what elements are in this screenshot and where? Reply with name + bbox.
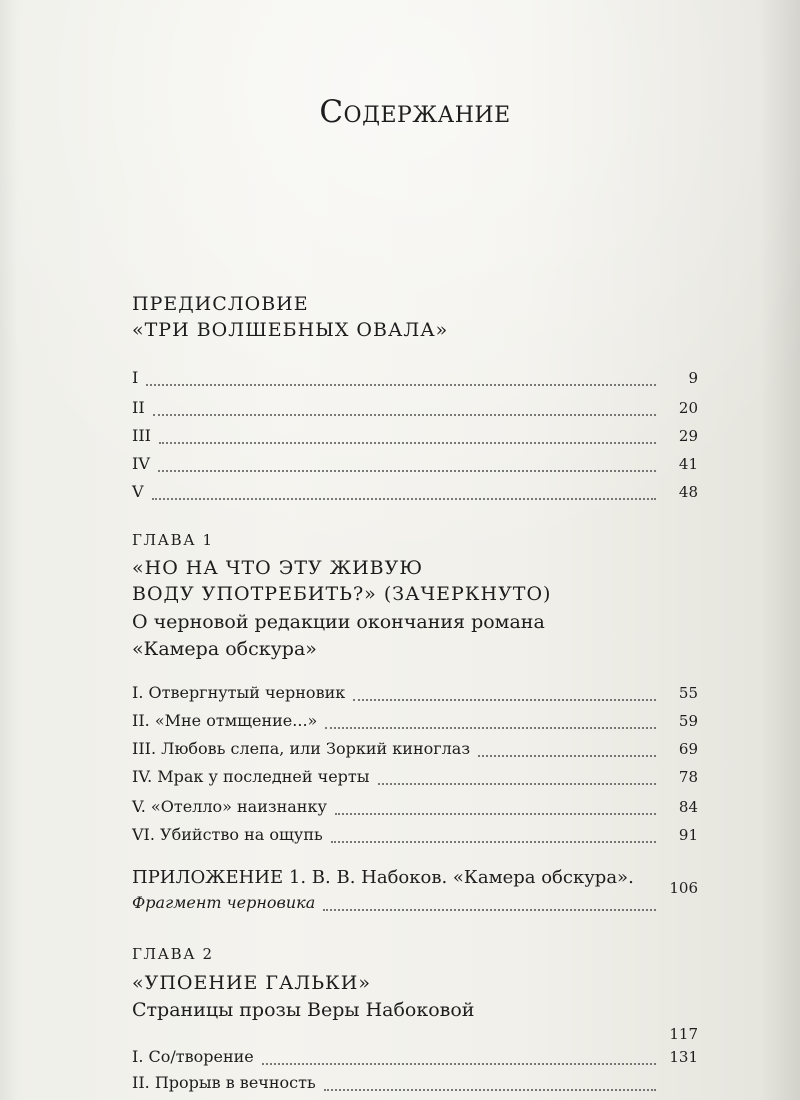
preface-title: «ТРИ ВОЛШЕБНЫХ ОВАЛА» <box>132 319 449 341</box>
contents-column <box>132 0 698 1100</box>
toc-entry-page: 106 <box>669 879 698 897</box>
dot-leader <box>325 726 656 729</box>
toc-entry-page: 131 <box>669 1048 698 1066</box>
toc-entry-label: II. Прорыв в вечность <box>132 1073 316 1092</box>
toc-entry <box>132 1071 698 1095</box>
dot-leader <box>335 812 656 815</box>
dot-leader <box>262 1062 656 1065</box>
toc-entry <box>132 366 698 390</box>
chapter-1-subtitle-line-2: «Камера обскура» <box>132 638 317 660</box>
toc-entry-label: V <box>132 482 144 501</box>
dot-leader <box>331 840 656 843</box>
toc-entry-page: 48 <box>678 483 698 501</box>
dot-leader <box>353 698 656 701</box>
toc-entry-page: 41 <box>678 455 698 473</box>
toc-entry-page: 91 <box>678 826 698 844</box>
toc-entry-label: V. «Отелло» наизнанку <box>132 797 327 816</box>
dot-leader <box>324 1088 656 1091</box>
toc-entry <box>132 1045 698 1069</box>
toc-entry-page: 9 <box>688 369 698 387</box>
dot-leader <box>478 754 656 757</box>
toc-entry-label: VI. Убийство на ощупь <box>132 825 323 844</box>
toc-entry-page: 117 <box>669 1025 698 1043</box>
dot-leader <box>152 497 656 500</box>
toc-entry-page: 78 <box>678 768 698 786</box>
toc-entry-page: 20 <box>678 399 698 417</box>
page-right-shadow <box>760 0 800 1100</box>
page-title: Содержание <box>319 94 511 130</box>
page-left-shadow <box>0 0 18 1100</box>
dot-leader <box>159 441 656 444</box>
chapter-2-title: «УПОЕНИЕ ГАЛЬКИ» <box>132 972 371 994</box>
toc-entry-label: I. Со/творение <box>132 1047 254 1066</box>
toc-entry-page: 59 <box>678 712 698 730</box>
chapter-1-heading <box>132 531 698 662</box>
toc-entry-label: IV. Мрак у последней черты <box>132 767 370 786</box>
toc-entry <box>132 396 698 420</box>
dot-leader <box>153 413 656 416</box>
toc-entry-page: 69 <box>678 740 698 758</box>
dot-leader <box>158 469 656 472</box>
dot-leader <box>378 782 657 785</box>
toc-entry <box>132 681 698 705</box>
preface-label: ПРЕДИСЛОВИЕ <box>132 293 309 315</box>
toc-entry-label: I. Отвергнутый черновик <box>132 683 346 702</box>
chapter-1-title-line-2: ВОДУ УПОТРЕБИТЬ?» (ЗАЧЕРКНУТО) <box>132 583 552 605</box>
toc-entry <box>132 795 698 819</box>
chapter-2-label: ГЛАВА 2 <box>132 945 214 963</box>
chapter-2-subtitle: Страницы прозы Веры Набоковой <box>132 999 475 1021</box>
dot-leader <box>146 383 656 386</box>
toc-entry <box>132 709 698 733</box>
toc-entry-page: 29 <box>678 427 698 445</box>
appendix-1-label: ПРИЛОЖЕНИЕ 1. В. В. Набоков. «Камера обскура». <box>132 867 634 888</box>
toc-entry <box>132 480 698 504</box>
toc-entry <box>132 823 698 847</box>
toc-entry-page: 55 <box>678 684 698 702</box>
toc-entry <box>132 1022 698 1046</box>
toc-entry <box>132 765 698 789</box>
chapter-1-subtitle-line-1: О черновой редакции окончания романа <box>132 611 545 633</box>
chapter-1-title-line-1: «НО НА ЧТО ЭТУ ЖИВУЮ <box>132 557 424 579</box>
toc-entry-label: Фрагмент черновика <box>132 893 316 912</box>
toc-entry <box>132 737 698 761</box>
toc-entry <box>132 452 698 476</box>
toc-entry-label: III. Любовь слепа, или Зоркий киноглаз <box>132 739 471 758</box>
toc-entry-page: 84 <box>678 798 698 816</box>
preface-heading <box>132 292 698 343</box>
toc-entry-label: II <box>132 398 145 417</box>
toc-entry <box>132 891 698 915</box>
dot-leader <box>323 908 656 911</box>
chapter-2-heading <box>132 945 698 1023</box>
toc-entry-label: III <box>132 426 151 445</box>
chapter-1-label: ГЛАВА 1 <box>132 531 214 549</box>
toc-entry-label: I <box>132 368 139 387</box>
toc-entry-label: II. «Мне отмщение...» <box>132 711 318 730</box>
toc-entry-label: IV <box>132 454 150 473</box>
toc-entry <box>132 424 698 448</box>
